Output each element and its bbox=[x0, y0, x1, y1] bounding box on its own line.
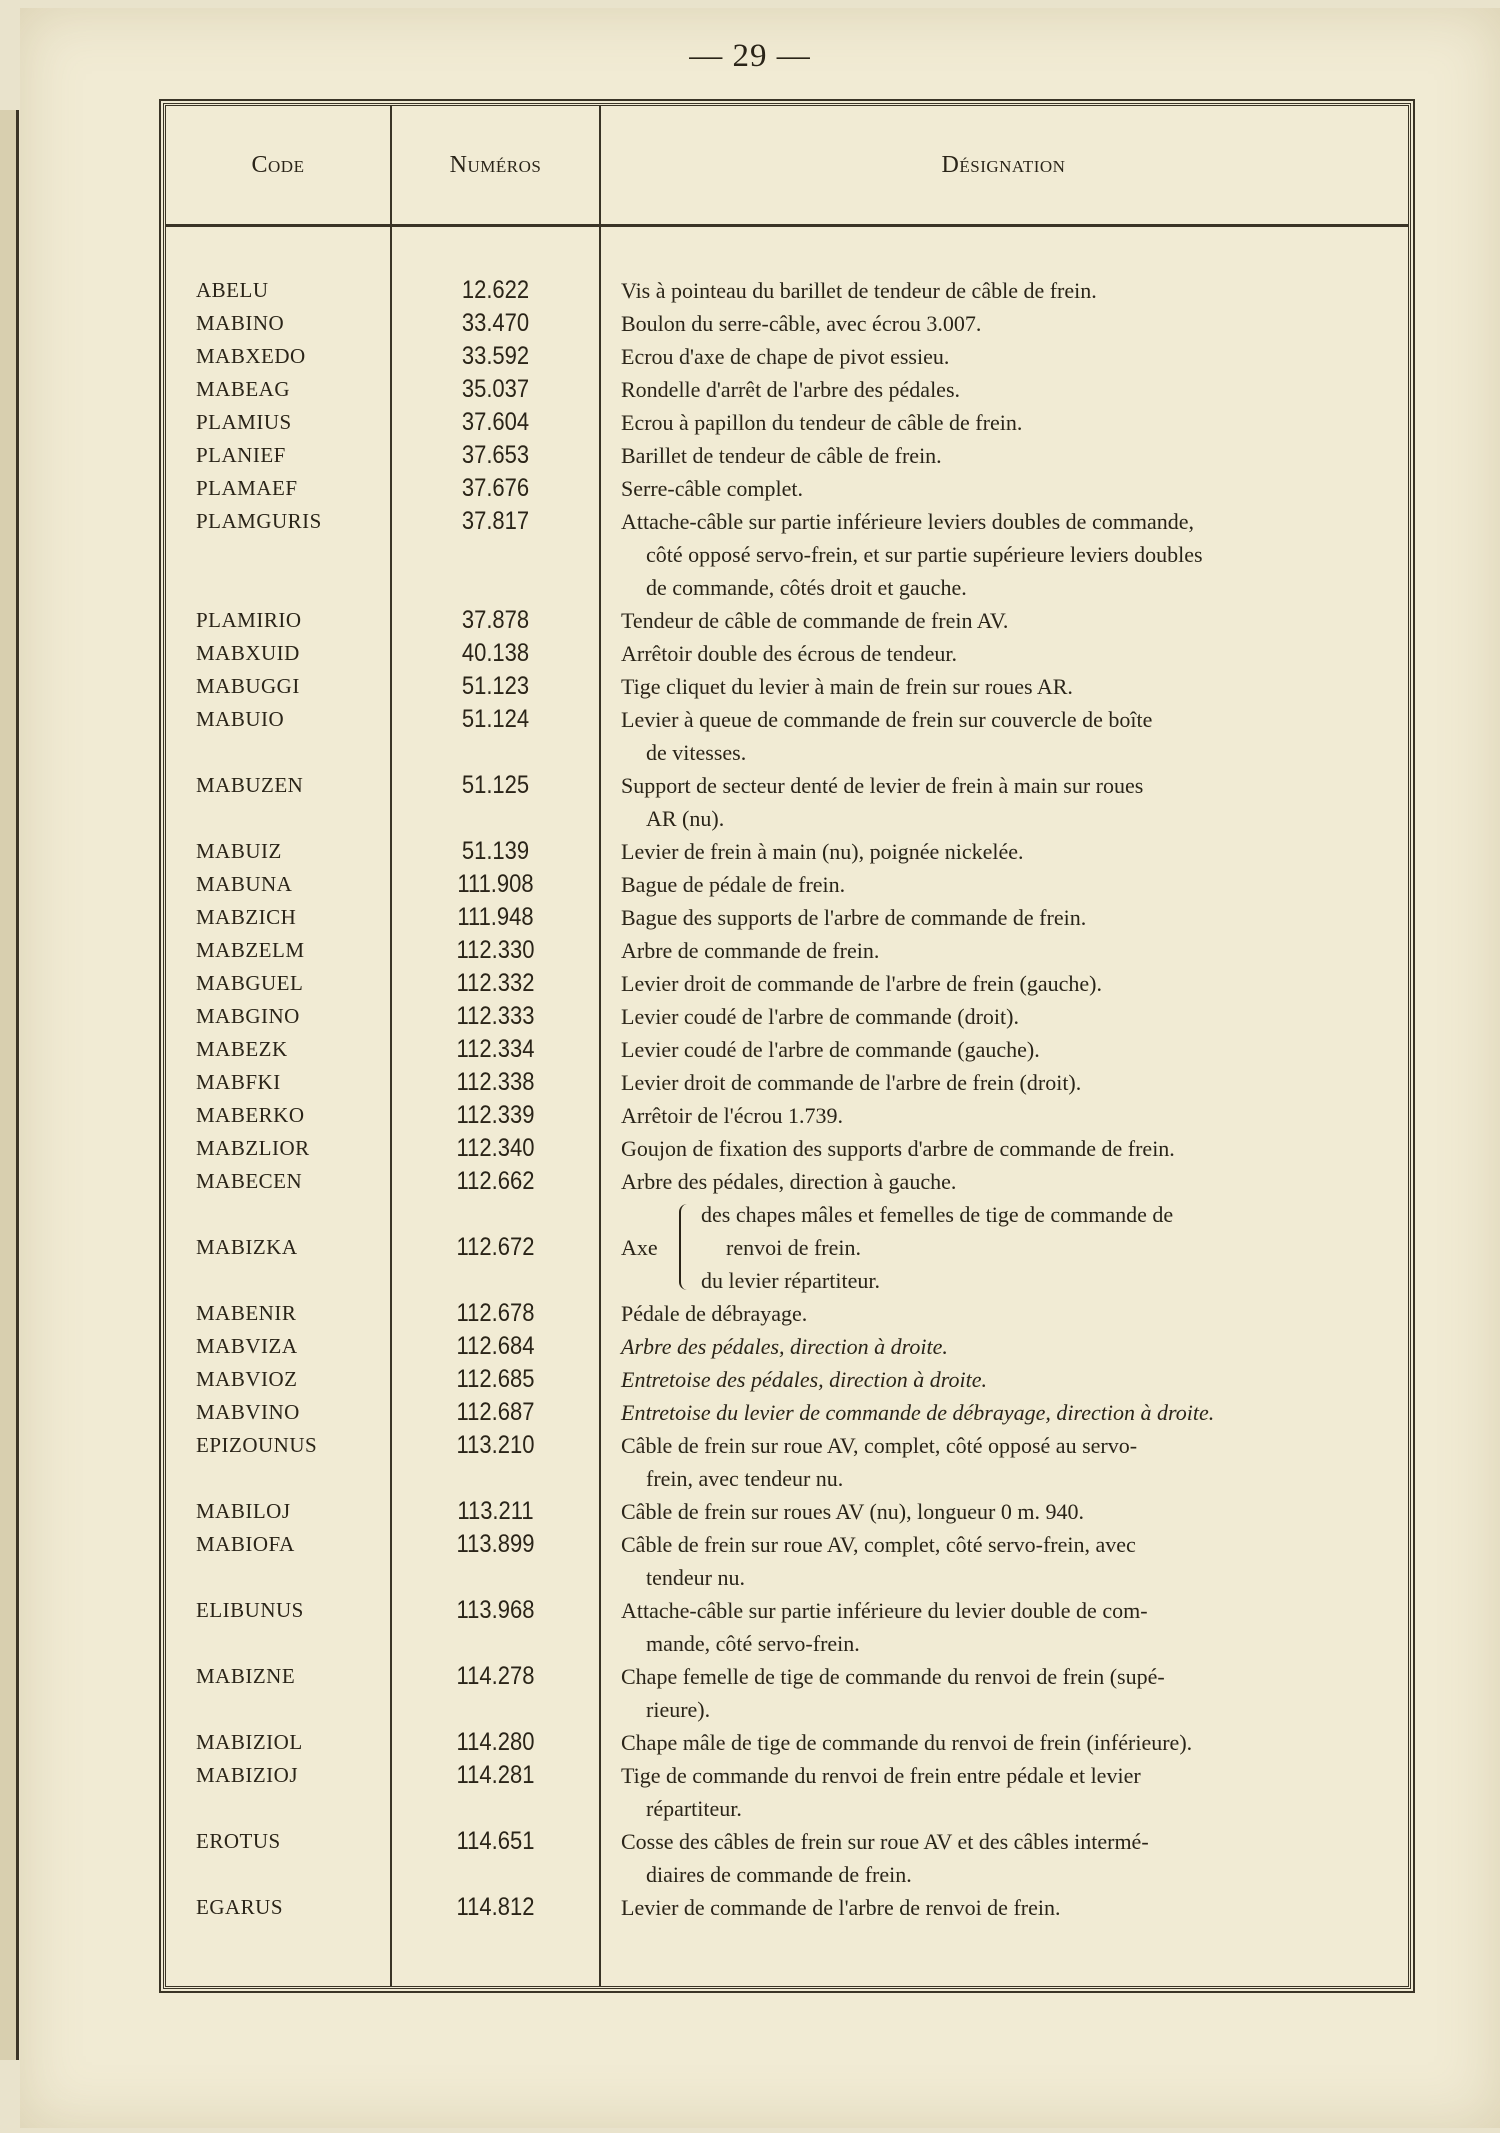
row-code: MABXUID bbox=[196, 641, 300, 665]
designation-line: Support de secteur denté de levier de frein à main sur roues bbox=[621, 773, 1144, 798]
designation-line: Arrêtoir double des écrous de tendeur. bbox=[621, 641, 957, 666]
row-code: MABFKI bbox=[196, 1070, 281, 1094]
header-code: Code bbox=[251, 151, 305, 178]
row-designation bbox=[621, 604, 1391, 637]
row-code: MABEAG bbox=[196, 377, 291, 401]
row-code: MABZELM bbox=[196, 938, 305, 962]
designation-line: Entretoise des pédales, direction à droite. bbox=[621, 1367, 987, 1392]
row-designation bbox=[621, 1066, 1391, 1099]
designation-line: Levier droit de commande de l'arbre de frein (gauche). bbox=[621, 971, 1103, 996]
row-number: 37.817 bbox=[461, 507, 530, 535]
row-designation bbox=[621, 670, 1391, 703]
row-code: MABEZK bbox=[196, 1037, 288, 1061]
row-number: 33.592 bbox=[461, 342, 530, 370]
designation-line: de commande, côtés droit et gauche. bbox=[646, 575, 967, 600]
row-number: 37.653 bbox=[461, 441, 530, 469]
table-row bbox=[166, 1066, 1408, 1099]
table-row bbox=[166, 1759, 1408, 1825]
row-number: 112.684 bbox=[456, 1332, 535, 1360]
page-number: — 29 — bbox=[689, 38, 811, 74]
row-number: 112.338 bbox=[456, 1068, 535, 1096]
row-designation bbox=[621, 307, 1391, 340]
table-row bbox=[166, 1198, 1408, 1297]
row-designation bbox=[621, 1825, 1391, 1891]
brace-icon bbox=[679, 1204, 691, 1290]
row-number: 111.948 bbox=[457, 903, 534, 931]
row-designation bbox=[621, 1330, 1391, 1363]
designation-line: Arrêtoir de l'écrou 1.739. bbox=[621, 1103, 844, 1128]
row-code: EPIZOUNUS bbox=[196, 1433, 318, 1457]
table-row bbox=[166, 1660, 1408, 1726]
designation-line: Tige de commande du renvoi de frein entre pédale et levier bbox=[621, 1763, 1141, 1788]
designation-line: Câble de frein sur roue AV, complet, côté servo-frein, avec bbox=[621, 1532, 1136, 1557]
row-designation bbox=[621, 1165, 1391, 1198]
row-code: MABIOFA bbox=[196, 1532, 295, 1556]
row-code: MABGINO bbox=[196, 1004, 300, 1028]
designation-line: Levier de frein à main (nu), poignée nickelée. bbox=[621, 839, 1024, 864]
row-code: MABIZKA bbox=[196, 1235, 298, 1259]
header-designation: Désignation bbox=[941, 151, 1066, 178]
row-designation bbox=[621, 1033, 1391, 1066]
row-designation bbox=[621, 373, 1391, 406]
table-row bbox=[166, 1891, 1408, 1924]
row-number: 112.333 bbox=[456, 1002, 535, 1030]
header-numeros: Numéros bbox=[449, 151, 542, 178]
row-number: 111.908 bbox=[457, 870, 534, 898]
designation-line: Goujon de fixation des supports d'arbre de commande de frein. bbox=[621, 1136, 1175, 1161]
row-designation bbox=[621, 1759, 1391, 1825]
designation-line: renvoi de frein. bbox=[726, 1235, 861, 1260]
row-code: ELIBUNUS bbox=[196, 1598, 304, 1622]
row-code: MABIZNE bbox=[196, 1664, 296, 1688]
row-number: 113.968 bbox=[456, 1596, 535, 1624]
row-number: 114.651 bbox=[456, 1827, 535, 1855]
table-row bbox=[166, 703, 1408, 769]
row-code: PLANIEF bbox=[196, 443, 286, 467]
row-code: PLAMAEF bbox=[196, 476, 298, 500]
designation-line: Arbre de commande de frein. bbox=[621, 938, 880, 963]
row-designation bbox=[621, 1495, 1391, 1528]
row-designation bbox=[621, 340, 1391, 373]
designation-line: Tige cliquet du levier à main de frein sur roues AR. bbox=[621, 674, 1073, 699]
designation-line: Levier coudé de l'arbre de commande (droit). bbox=[621, 1004, 1019, 1029]
designation-line: Pédale de débrayage. bbox=[621, 1301, 808, 1326]
row-code: PLAMIRIO bbox=[196, 608, 302, 632]
row-designation bbox=[621, 1594, 1391, 1660]
binding-edge bbox=[0, 110, 19, 2060]
row-code: MABXEDO bbox=[196, 344, 306, 368]
row-code: MABIZIOJ bbox=[196, 1763, 298, 1787]
row-designation bbox=[621, 439, 1391, 472]
row-designation bbox=[621, 868, 1391, 901]
table-row bbox=[166, 1528, 1408, 1594]
table-row bbox=[166, 274, 1408, 307]
table-row bbox=[166, 604, 1408, 637]
row-designation bbox=[621, 967, 1391, 1000]
row-number: 113.210 bbox=[456, 1431, 535, 1459]
designation-line: Levier droit de commande de l'arbre de frein (droit). bbox=[621, 1070, 1082, 1095]
designation-line: AR (nu). bbox=[646, 806, 725, 831]
row-designation bbox=[621, 1891, 1391, 1924]
row-designation bbox=[621, 1528, 1391, 1594]
table-row bbox=[166, 1825, 1408, 1891]
row-code: MABENIR bbox=[196, 1301, 297, 1325]
table-row bbox=[166, 1099, 1408, 1132]
row-designation bbox=[621, 1132, 1391, 1165]
row-code: MABINO bbox=[196, 311, 285, 335]
designation-line: Barillet de tendeur de câble de frein. bbox=[621, 443, 942, 468]
table-row bbox=[166, 835, 1408, 868]
table-row bbox=[166, 1726, 1408, 1759]
designation-line: Bague des supports de l'arbre de commande de frein. bbox=[621, 905, 1087, 930]
row-designation bbox=[621, 637, 1391, 670]
table-header bbox=[166, 106, 1408, 227]
row-designation bbox=[621, 1000, 1391, 1033]
table-row bbox=[166, 505, 1408, 604]
designation-line: Cosse des câbles de frein sur roue AV et des câbles intermé- bbox=[621, 1829, 1149, 1854]
table-row bbox=[166, 1396, 1408, 1429]
designation-line: Ecrou à papillon du tendeur de câble de frein. bbox=[621, 410, 1023, 435]
designation-line: de vitesses. bbox=[646, 740, 747, 765]
row-code: MABVIOZ bbox=[196, 1367, 298, 1391]
row-number: 112.678 bbox=[456, 1299, 535, 1327]
designation-line: côté opposé servo-frein, et sur partie supérieure leviers doubles bbox=[646, 542, 1203, 567]
designation-line: Attache-câble sur partie inférieure leviers doubles de commande, bbox=[621, 509, 1194, 534]
row-code: MABUNA bbox=[196, 872, 293, 896]
designation-line: Bague de pédale de frein. bbox=[621, 872, 846, 897]
row-designation bbox=[621, 1726, 1391, 1759]
row-number: 40.138 bbox=[461, 639, 530, 667]
designation-line: Câble de frein sur roue AV, complet, côté opposé au servo- bbox=[621, 1433, 1138, 1458]
row-number: 114.278 bbox=[456, 1662, 535, 1690]
row-code: MABUIZ bbox=[196, 839, 282, 863]
designation-line: tendeur nu. bbox=[646, 1565, 745, 1590]
designation-line: Chape mâle de tige de commande du renvoi de frein (inférieure). bbox=[621, 1730, 1193, 1755]
parts-table bbox=[163, 103, 1411, 1989]
table-row bbox=[166, 1033, 1408, 1066]
table-row bbox=[166, 1165, 1408, 1198]
row-number: 51.123 bbox=[461, 672, 530, 700]
row-number: 37.878 bbox=[461, 606, 530, 634]
row-code: MABVIZA bbox=[196, 1334, 298, 1358]
table-row bbox=[166, 373, 1408, 406]
table-row bbox=[166, 340, 1408, 373]
designation-line: répartiteur. bbox=[646, 1796, 742, 1821]
row-number: 37.676 bbox=[461, 474, 530, 502]
table-row bbox=[166, 868, 1408, 901]
table-row bbox=[166, 1429, 1408, 1495]
row-designation bbox=[621, 274, 1391, 307]
row-number: 112.672 bbox=[456, 1233, 535, 1261]
row-number: 112.662 bbox=[456, 1167, 535, 1195]
row-code: MABUGGI bbox=[196, 674, 300, 698]
row-number: 112.334 bbox=[456, 1035, 535, 1063]
row-number: 12.622 bbox=[461, 276, 530, 304]
table-row bbox=[166, 670, 1408, 703]
row-code: MABILOJ bbox=[196, 1499, 291, 1523]
row-number: 35.037 bbox=[461, 375, 530, 403]
row-code: MABUIO bbox=[196, 707, 285, 731]
row-number: 112.687 bbox=[456, 1398, 535, 1426]
row-code: MABGUEL bbox=[196, 971, 304, 995]
row-code: MABUZEN bbox=[196, 773, 304, 797]
designation-line: Levier de commande de l'arbre de renvoi de frein. bbox=[621, 1895, 1061, 1920]
designation-line: Attache-câble sur partie inférieure du levier double de com- bbox=[621, 1598, 1148, 1623]
row-number: 114.281 bbox=[456, 1761, 535, 1789]
designation-line: diaires de commande de frein. bbox=[646, 1862, 912, 1887]
row-designation bbox=[621, 472, 1391, 505]
table-row bbox=[166, 307, 1408, 340]
table-row bbox=[166, 967, 1408, 1000]
row-designation bbox=[621, 934, 1391, 967]
designation-line: Arbre des pédales, direction à droite. bbox=[621, 1334, 948, 1359]
table-row bbox=[166, 439, 1408, 472]
table-row bbox=[166, 769, 1408, 835]
row-number: 113.211 bbox=[457, 1497, 534, 1525]
table-row bbox=[166, 1495, 1408, 1528]
row-designation bbox=[621, 901, 1391, 934]
row-designation bbox=[621, 406, 1391, 439]
designation-line: Entretoise du levier de commande de débrayage, direction à droite. bbox=[621, 1400, 1215, 1425]
row-number: 51.139 bbox=[461, 837, 530, 865]
table-row bbox=[166, 1000, 1408, 1033]
row-code: MABZLIOR bbox=[196, 1136, 310, 1160]
row-number: 112.330 bbox=[456, 936, 535, 964]
row-number: 112.685 bbox=[456, 1365, 535, 1393]
row-number: 112.340 bbox=[456, 1134, 535, 1162]
row-number: 37.604 bbox=[461, 408, 530, 436]
table-row bbox=[166, 1363, 1408, 1396]
designation-line: Ecrou d'axe de chape de pivot essieu. bbox=[621, 344, 950, 369]
designation-line: Tendeur de câble de commande de frein AV. bbox=[621, 608, 1009, 633]
axe-label: Axe bbox=[621, 1235, 658, 1260]
designation-line: frein, avec tendeur nu. bbox=[646, 1466, 844, 1491]
designation-line: Boulon du serre-câble, avec écrou 3.007. bbox=[621, 311, 982, 336]
row-designation bbox=[621, 1099, 1391, 1132]
row-designation bbox=[621, 703, 1391, 769]
row-designation bbox=[621, 1363, 1391, 1396]
designation-line: rieure). bbox=[646, 1697, 711, 1722]
row-designation bbox=[621, 505, 1391, 604]
table-row bbox=[166, 934, 1408, 967]
designation-line: Câble de frein sur roues AV (nu), longueur 0 m. 940. bbox=[621, 1499, 1084, 1524]
row-code: PLAMGURIS bbox=[196, 509, 322, 533]
table-row bbox=[166, 1297, 1408, 1330]
row-number: 33.470 bbox=[461, 309, 530, 337]
row-designation bbox=[621, 769, 1391, 835]
designation-line: Serre-câble complet. bbox=[621, 476, 804, 501]
row-designation bbox=[621, 1660, 1391, 1726]
row-number: 113.899 bbox=[456, 1530, 535, 1558]
designation-line: Levier à queue de commande de frein sur couvercle de boîte bbox=[621, 707, 1153, 732]
designation-line: Rondelle d'arrêt de l'arbre des pédales. bbox=[621, 377, 961, 402]
designation-line: Arbre des pédales, direction à gauche. bbox=[621, 1169, 957, 1194]
designation-line: du levier répartiteur. bbox=[701, 1268, 880, 1293]
row-number: 114.812 bbox=[456, 1893, 535, 1921]
table-row bbox=[166, 901, 1408, 934]
designation-line: Chape femelle de tige de commande du renvoi de frein (supé- bbox=[621, 1664, 1165, 1689]
row-code: MABIZIOL bbox=[196, 1730, 303, 1754]
table-row bbox=[166, 1132, 1408, 1165]
designation-line: des chapes mâles et femelles de tige de commande de bbox=[701, 1202, 1174, 1227]
row-designation bbox=[621, 835, 1391, 868]
row-code: EGARUS bbox=[196, 1895, 284, 1919]
row-code: MABERKO bbox=[196, 1103, 305, 1127]
row-number: 114.280 bbox=[456, 1728, 535, 1756]
row-number: 51.124 bbox=[461, 705, 530, 733]
row-code: PLAMIUS bbox=[196, 410, 292, 434]
row-code: EROTUS bbox=[196, 1829, 281, 1853]
row-designation bbox=[621, 1297, 1391, 1330]
table-row bbox=[166, 1594, 1408, 1660]
row-designation bbox=[621, 1198, 1391, 1297]
row-code: MABZICH bbox=[196, 905, 297, 929]
row-code: MABVINO bbox=[196, 1400, 300, 1424]
table-row bbox=[166, 637, 1408, 670]
row-designation bbox=[621, 1396, 1391, 1429]
row-designation bbox=[621, 1429, 1391, 1495]
table-row bbox=[166, 406, 1408, 439]
row-code: ABELU bbox=[196, 278, 269, 302]
row-number: 51.125 bbox=[461, 771, 530, 799]
table-row bbox=[166, 472, 1408, 505]
row-number: 112.339 bbox=[456, 1101, 535, 1129]
row-code: MABECEN bbox=[196, 1169, 303, 1193]
row-number: 112.332 bbox=[456, 969, 535, 997]
designation-line: Vis à pointeau du barillet de tendeur de câble de frein. bbox=[621, 278, 1097, 303]
table-row bbox=[166, 1330, 1408, 1363]
designation-line: Levier coudé de l'arbre de commande (gauche). bbox=[621, 1037, 1040, 1062]
designation-line: mande, côté servo-frein. bbox=[646, 1631, 860, 1656]
